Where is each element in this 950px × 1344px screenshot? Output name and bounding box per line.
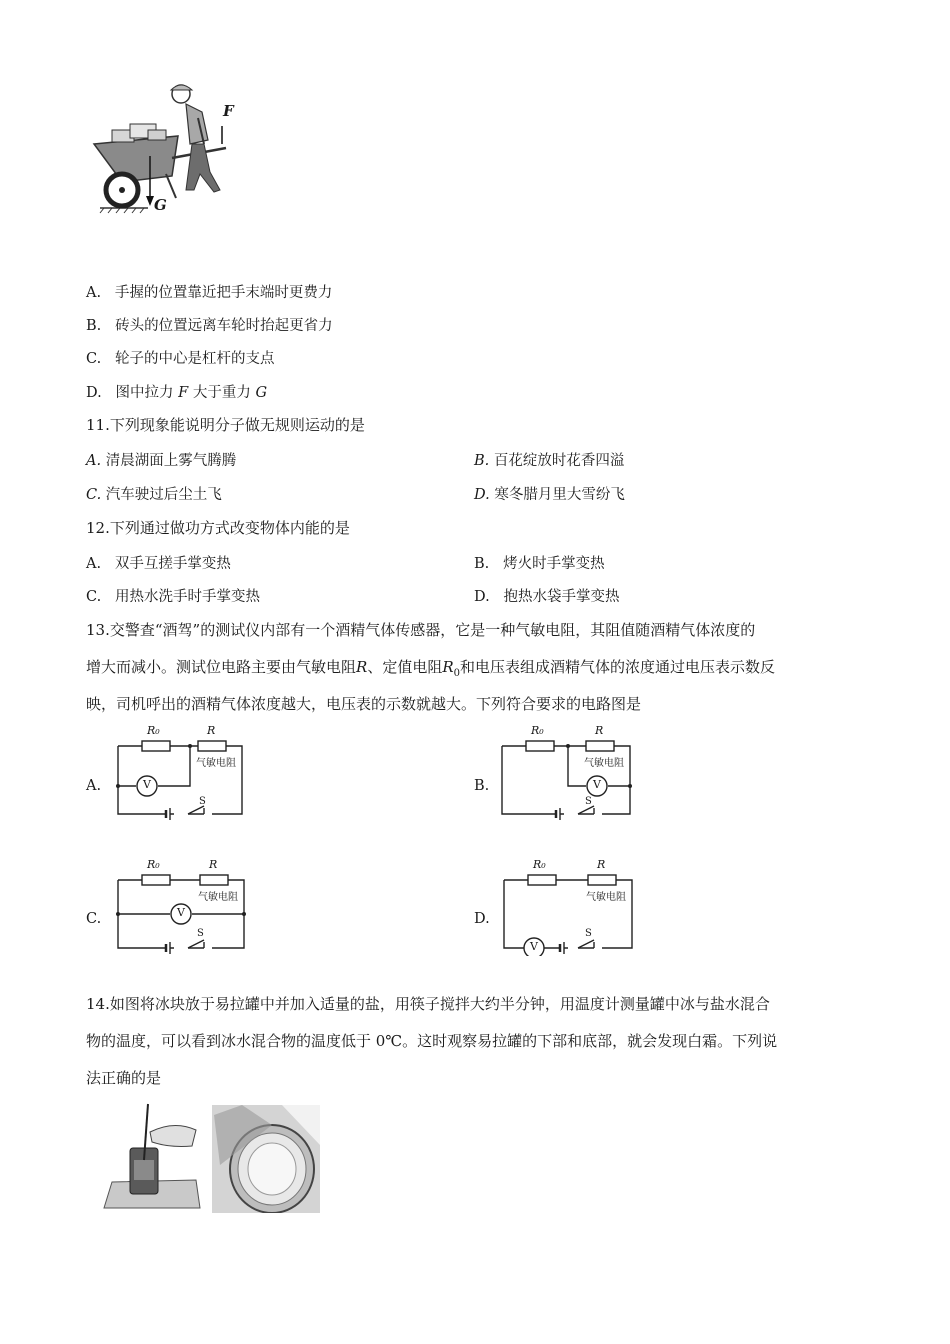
- q11-option-a[interactable]: [86, 449, 236, 470]
- option-text: 汽车驶过后尘土飞: [105, 487, 222, 503]
- stem-text: 增大而减小。测试位电路主要由气敏电阻: [86, 658, 357, 676]
- option-text: 大于重力: [192, 385, 251, 401]
- variable-r: R: [356, 658, 368, 676]
- option-text: 用热水洗手时手掌变热: [115, 589, 261, 605]
- variable-r0: R: [442, 658, 454, 676]
- subscript: 0: [453, 668, 460, 679]
- circuit-a: [108, 724, 248, 824]
- option-letter: A.: [86, 453, 102, 469]
- option-letter: C.: [86, 487, 102, 503]
- switch-label: S: [199, 796, 206, 807]
- switch-label: S: [197, 928, 204, 939]
- voltmeter-label: V: [143, 778, 151, 791]
- q12-option-c[interactable]: [86, 585, 260, 606]
- option-text: 抱热水袋手掌变热: [503, 589, 620, 605]
- option-letter: B.: [474, 453, 490, 469]
- option-letter: B.: [474, 556, 490, 572]
- q10-option-d[interactable]: [86, 381, 267, 402]
- r-label: R: [595, 724, 604, 737]
- option-text: 烤火时手掌变热: [503, 556, 605, 572]
- r0-label: R₀: [533, 858, 546, 871]
- circuit-b: [498, 724, 638, 824]
- option-text: 轮子的中心是杠杆的支点: [115, 351, 275, 367]
- option-letter: A.: [86, 285, 102, 301]
- r0-label: R₀: [531, 724, 544, 737]
- option-text: 寒冬腊月里大雪纷飞: [494, 487, 625, 503]
- option-letter: B.: [86, 318, 102, 334]
- stem-text: 、定值电阻: [367, 658, 443, 676]
- option-letter: D.: [86, 385, 102, 401]
- q14-stem-line2: 物的温度，可以看到冰水混合物的温度低于 0℃。这时观察易拉罐的下部和底部，就会发现白霜。下列说: [86, 1032, 778, 1050]
- r-label: R: [207, 724, 216, 737]
- r0-label: R₀: [147, 724, 160, 737]
- q12-option-d[interactable]: [474, 585, 620, 606]
- q13-option-b[interactable]: B.: [474, 778, 490, 794]
- wheelbarrow-figure: [86, 78, 246, 218]
- q13-option-a[interactable]: A.: [86, 778, 102, 794]
- q13-stem-line1: 13.交警查“酒驾”的测试仪内部有一个酒精气体传感器，它是一种气敏电阻，其阻值随酒精气体浓度的: [86, 621, 756, 639]
- force-label: F: [223, 102, 234, 120]
- frost-can-photo: [212, 1105, 320, 1213]
- option-letter: D.: [474, 589, 490, 605]
- sensor-label: 气敏电阻: [586, 892, 626, 903]
- q10-option-b[interactable]: [86, 314, 333, 335]
- option-variable: F: [178, 385, 189, 401]
- option-text: 手握的位置靠近把手末端时更费力: [114, 285, 333, 301]
- option-variable: G: [255, 385, 268, 401]
- voltmeter-label: V: [593, 778, 601, 791]
- q13-stem-line3: 映，司机呼出的酒精气体浓度越大，电压表的示数就越大。下列符合要求的电路图是: [86, 695, 642, 713]
- option-letter: C.: [86, 589, 102, 605]
- q12-stem: 12.下列通过做功方式改变物体内能的是: [86, 519, 350, 537]
- option-text: 砖头的位置远离车轮时抬起更省力: [115, 318, 333, 334]
- q12-option-a[interactable]: [86, 552, 231, 573]
- option-letter: A.: [86, 556, 102, 572]
- r-label: R: [209, 858, 218, 871]
- voltmeter-label: V: [530, 940, 538, 953]
- q14-stem-line3: 法正确的是: [86, 1069, 162, 1087]
- q13-option-d[interactable]: D.: [474, 911, 490, 927]
- q13-option-c[interactable]: C.: [86, 911, 102, 927]
- q10-option-a[interactable]: [86, 281, 332, 302]
- q14-stem-line1: 14.如图将冰块放于易拉罐中并加入适量的盐，用筷子搅拌大约半分钟，用温度计测量罐中冰与盐水混合: [86, 995, 770, 1013]
- switch-label: S: [585, 928, 592, 939]
- circuit-d: [498, 856, 638, 956]
- stem-text: 和电压表组成酒精气体的浓度通过电压表示数反: [460, 658, 776, 676]
- q11-stem: 11.下列现象能说明分子做无规则运动的是: [86, 416, 365, 434]
- q11-option-c[interactable]: [86, 483, 222, 504]
- option-text: 双手互搓手掌变热: [114, 556, 231, 572]
- circuit-c: [108, 856, 248, 956]
- voltmeter-label: V: [177, 906, 185, 919]
- option-letter: C.: [86, 351, 102, 367]
- sensor-label: 气敏电阻: [198, 892, 238, 903]
- can-stirring-photo: [100, 1100, 206, 1214]
- option-text: 清晨湖面上雾气腾腾: [105, 453, 237, 469]
- option-text: 百花绽放时花香四溢: [493, 453, 625, 469]
- sensor-label: 气敏电阻: [196, 758, 236, 769]
- r-label: R: [597, 858, 606, 871]
- switch-label: S: [585, 796, 592, 807]
- r0-label: R₀: [147, 858, 160, 871]
- option-letter: D.: [474, 487, 490, 503]
- q10-option-c[interactable]: [86, 347, 275, 368]
- q11-option-b[interactable]: [474, 449, 624, 470]
- sensor-label: 气敏电阻: [584, 758, 624, 769]
- q11-option-d[interactable]: [474, 483, 625, 504]
- option-text: 图中拉力: [115, 385, 174, 401]
- q12-option-b[interactable]: [474, 552, 605, 573]
- q13-stem-line2: [86, 656, 775, 679]
- gravity-label: G: [154, 196, 167, 214]
